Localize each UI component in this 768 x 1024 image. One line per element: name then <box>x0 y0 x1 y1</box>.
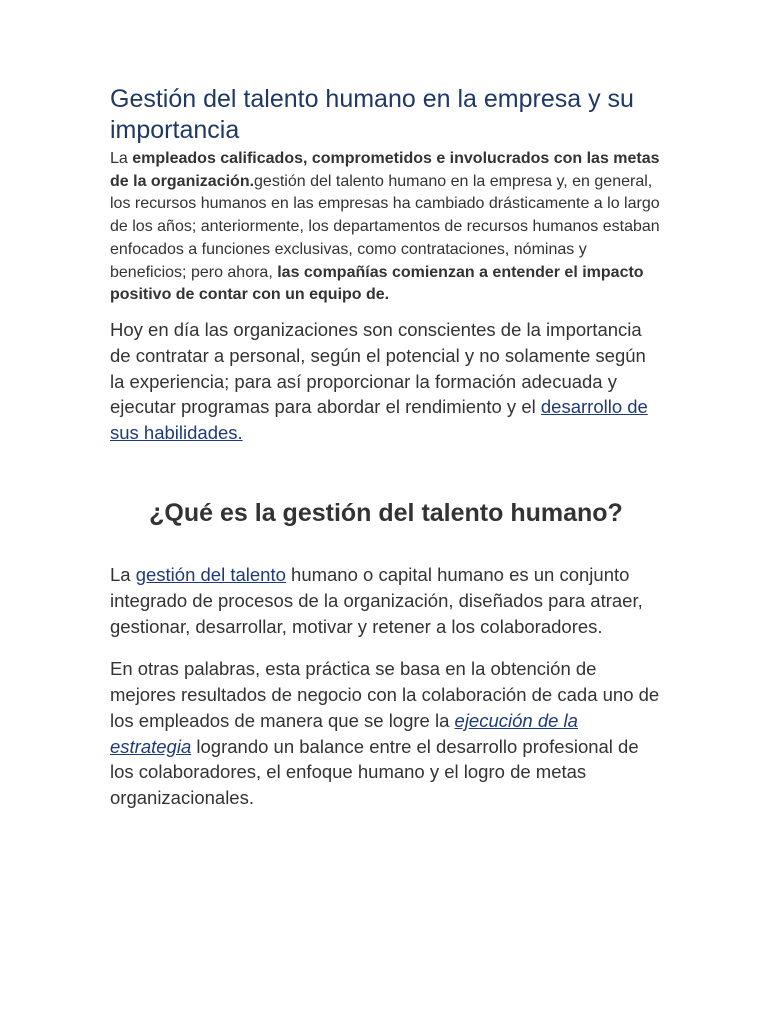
paragraph-definition <box>110 562 662 639</box>
paragraph-hoy-text: Hoy en día las organizaciones son conscientes de la importancia de contratar a personal, según el potencial y no solamente según la experiencia; para así proporcionar la formación adecuada y ejecutar programas para abordar el rendimiento y el <box>110 318 646 418</box>
paragraph-definition-text-2: humano o capital humano es un conjunto integrado de procesos de la organización, diseñados para atraer, gestionar, desarrollar, motivar y retener a los colaboradores. <box>110 563 643 637</box>
paragraph-otras-text-1: En otras palabras, esta práctica se basa en la obtención de mejores resultados de negocio con la colaboración de cada uno de los empleados de manera que se logre la <box>110 658 660 731</box>
paragraph-otras-palabras <box>110 656 662 811</box>
paragraph-hoy <box>110 317 662 446</box>
document-title: Gestión del talento humano en la empresa y su importancia <box>110 85 634 144</box>
paragraph-definition-text-1: La <box>110 563 136 585</box>
document-page <box>110 84 662 811</box>
link-desarrollo-habilidades[interactable]: desarrollo de sus habilidades. <box>110 396 648 444</box>
intro-text-2: gestión del talento humano en la empresa y, en general, los recursos humanos en las empresas ha cambiado drásticamente a lo largo de los años; anteriormente, los departamentos de recursos humanos estaban enfocados a funciones exclusivas, como contrataciones, nóminas y beneficios; pero ahora, <box>110 172 660 281</box>
intro-paragraph <box>110 148 662 307</box>
paragraph-otras-text-2: logrando un balance entre el desarrollo profesional de los colaboradores, el enfoque humano y el logro de metas organizacionales. <box>110 735 639 809</box>
intro-bold-1: empleados calificados, comprometidos e involucrados con las metas de la organización. <box>110 150 660 190</box>
link-ejecucion-estrategia[interactable]: ejecución de la estrategia <box>110 709 578 757</box>
link-gestion-talento[interactable]: gestión del talento <box>135 563 286 585</box>
section-heading: ¿Qué es la gestión del talento humano? <box>149 498 623 527</box>
intro-bold-2: las compañías comienzan a entender el impacto positivo de contar con un equipo de. <box>110 263 644 304</box>
intro-text-1: La <box>110 150 133 167</box>
